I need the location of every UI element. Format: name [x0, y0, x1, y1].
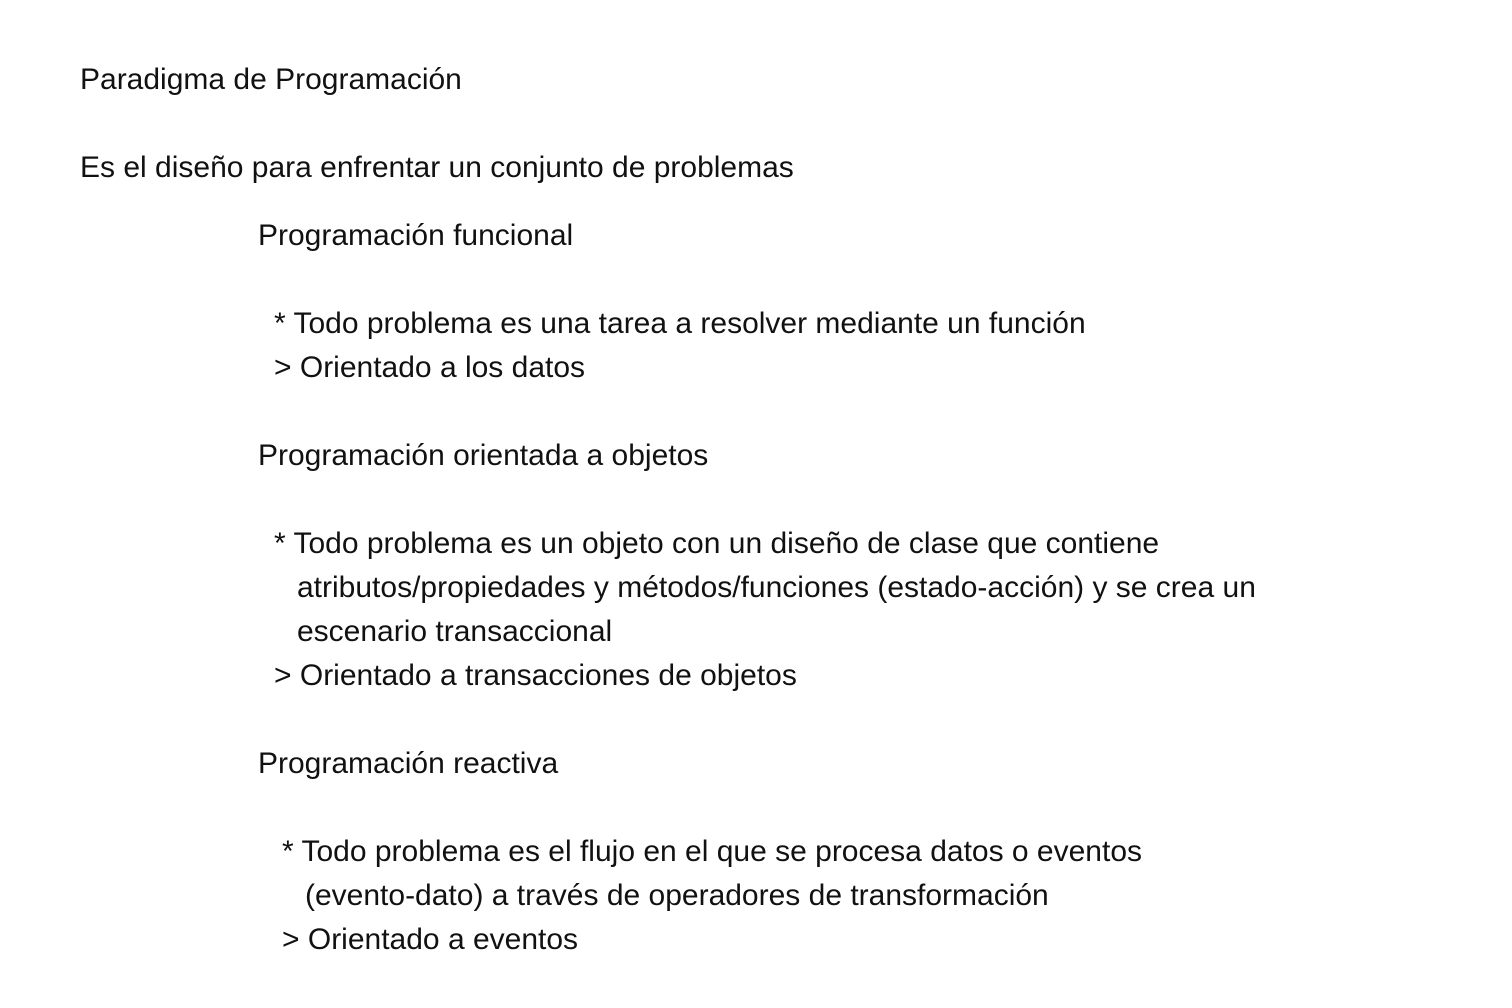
bullet-objetos-line-1: * Todo problema es un objeto con un diseño de clase que contiene [274, 527, 1160, 560]
section-heading-funcional: Programación funcional [258, 219, 574, 252]
orientation-reactiva: > Orientado a eventos [282, 923, 579, 956]
bullet-reactiva-line-2: (evento-dato) a través de operadores de transformación [305, 879, 1049, 912]
bullet-objetos-line-2: atributos/propiedades y métodos/funciones (estado-acción) y se crea un [297, 571, 1256, 604]
bullet-reactiva-line-1: * Todo problema es el flujo en el que se procesa datos o eventos [282, 835, 1143, 868]
bullet-objetos-line-3: escenario transaccional [297, 615, 613, 648]
bullet-funcional-line-1: * Todo problema es una tarea a resolver mediante un función [274, 307, 1086, 340]
document-title: Paradigma de Programación [80, 63, 462, 96]
section-heading-reactiva: Programación reactiva [258, 747, 559, 780]
section-heading-objetos: Programación orientada a objetos [258, 439, 709, 472]
orientation-funcional: > Orientado a los datos [274, 351, 586, 384]
orientation-objetos: > Orientado a transacciones de objetos [274, 659, 797, 692]
paradigm-definition: Es el diseño para enfrentar un conjunto de problemas [80, 151, 794, 184]
